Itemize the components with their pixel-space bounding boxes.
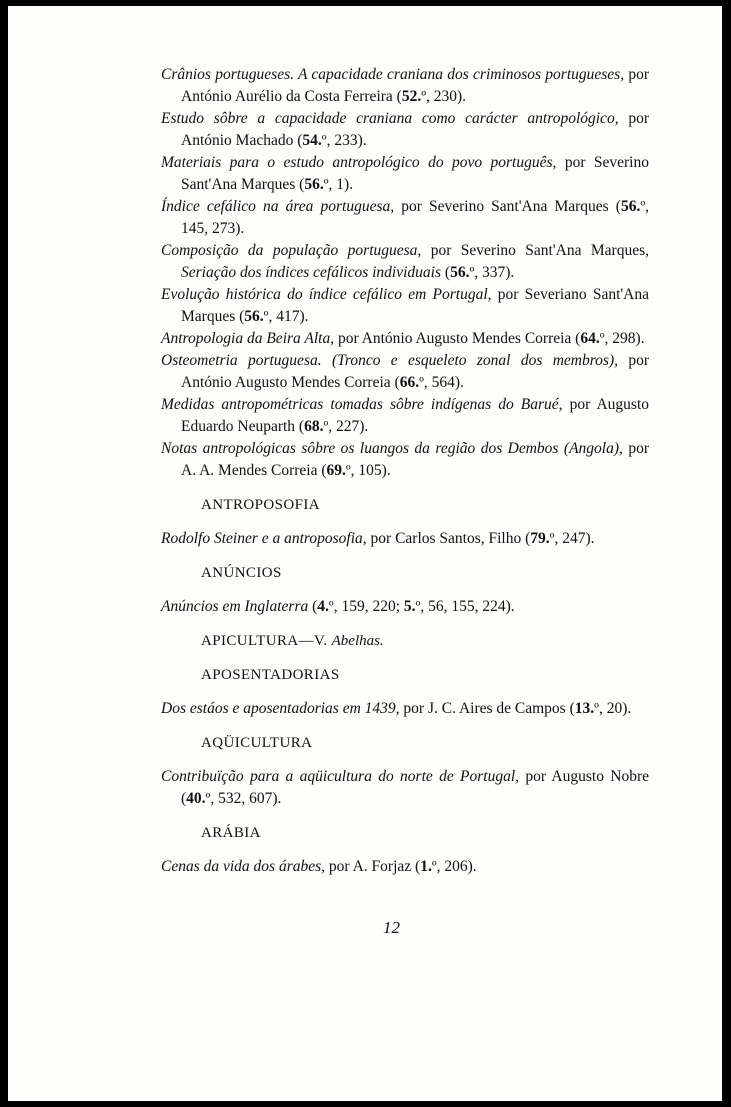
page xyxy=(8,6,722,1101)
entry-title: Materiais para o estudo antropológico do povo português, xyxy=(161,154,557,171)
entry-title: Crânios portugueses. A capacidade craniana dos criminosos portugueses, xyxy=(161,66,625,83)
entry-volume: 56. xyxy=(244,308,264,325)
entry-volume: 54. xyxy=(302,132,322,149)
entry-pages: º, 145, 273). xyxy=(181,198,650,237)
index-entry xyxy=(161,108,649,152)
entry-author: por António Augusto Mendes Correia ( xyxy=(334,330,581,347)
index-entry xyxy=(161,528,649,550)
entry-separator: ( xyxy=(441,264,451,281)
index-entry xyxy=(161,596,649,618)
entry-title: Antropologia da Beira Alta, xyxy=(161,330,335,347)
entry-author: por Augusto Eduardo Neuparth ( xyxy=(181,396,649,435)
index-content xyxy=(161,64,649,878)
entry-pages: º, 56, 155, 224). xyxy=(415,598,515,615)
entry-title: Cenas da vida dos árabes, xyxy=(161,858,326,875)
entry-volume: 1. xyxy=(420,858,432,875)
entry-title: Índice cefálico na área portuguesa, xyxy=(161,198,395,215)
index-entry xyxy=(161,284,649,328)
index-entry xyxy=(161,698,649,720)
entry-volume: 68. xyxy=(304,418,324,435)
cross-reference: Abelhas. xyxy=(331,633,384,649)
entry-pages: º, 532, 607). xyxy=(205,790,282,807)
entry-pages: º, 417). xyxy=(263,308,309,325)
entry-pages: º, 206). xyxy=(431,858,477,875)
section-heading-arabia: ARÁBIA xyxy=(201,825,261,841)
entry-title: Rodolfo Steiner e a antroposofia, xyxy=(161,530,367,547)
entry-author: por António Machado ( xyxy=(181,110,649,149)
entry-title: Anúncios em Inglaterra xyxy=(161,598,309,615)
index-entry xyxy=(161,196,649,240)
entry-author: por Severino Sant'Ana Marques ( xyxy=(394,198,621,215)
entry-volume: 66. xyxy=(399,374,420,391)
entry-volume: 40. xyxy=(186,790,206,807)
entry-title: Contribuïção para a aqüicultura do norte de Portugal, xyxy=(161,768,520,785)
index-entry xyxy=(161,856,649,878)
entry-title: Osteometria portuguesa. (Tronco e esqueleto zonal dos membros), xyxy=(161,352,618,369)
entry-title: Evolução histórica do índice cefálico em Portugal, xyxy=(161,286,492,303)
entry-pages: º, 227). xyxy=(323,418,369,435)
entry-subtitle: Seriação dos índices cefálicos individuais xyxy=(181,264,442,281)
section-heading-aquicultura: AQÜICULTURA xyxy=(201,735,313,751)
entry-pages: º, 230). xyxy=(421,88,467,105)
entry-volume: 56. xyxy=(620,198,641,215)
index-entry xyxy=(161,240,649,284)
entry-author: por Augusto Nobre ( xyxy=(181,768,650,807)
entry-pages: º, 337). xyxy=(469,264,515,281)
entry-volume: 5. xyxy=(403,598,416,615)
entry-author: por António Augusto Mendes Correia ( xyxy=(181,352,650,391)
entry-title: Dos estáos e aposentadorias em 1439, xyxy=(161,700,400,717)
entry-title: Medidas antropométricas tomadas sôbre indígenas do Barué, xyxy=(161,396,563,413)
entry-title: Composição da população portuguesa, xyxy=(161,242,422,259)
entry-author: por A. A. Mendes Correia ( xyxy=(181,440,649,479)
section-heading-apicultura xyxy=(201,630,649,652)
entry-pages: º, 564). xyxy=(419,374,464,391)
entry-author: por J. C. Aires de Campos ( xyxy=(399,700,575,717)
index-entry xyxy=(161,438,649,482)
heading-text: APICULTURA—V. xyxy=(201,633,328,649)
index-entry xyxy=(161,766,649,810)
entry-volume: 56. xyxy=(304,176,324,193)
entry-volume: 69. xyxy=(326,462,346,479)
entry-pages: º, 233). xyxy=(321,132,367,149)
entry-pages: º, 1). xyxy=(323,176,354,193)
entry-title: Notas antropológicas sôbre os luangos da região dos Dembos (Angola), xyxy=(161,440,623,457)
index-entry xyxy=(161,152,649,196)
index-entry xyxy=(161,64,649,108)
entry-author: por Severino Sant'Ana Marques, xyxy=(421,242,650,259)
section-heading-aposentadorias: APOSENTADORIAS xyxy=(201,667,340,683)
entry-volume: 79. xyxy=(530,530,550,547)
section-heading-antroposofia: ANTROPOSOFIA xyxy=(201,497,320,513)
section-heading-anuncios: ANÚNCIOS xyxy=(201,565,282,581)
entry-separator: ( xyxy=(308,598,318,615)
entry-pages: º, 159, 220; xyxy=(328,598,404,615)
entry-volume: 52. xyxy=(401,88,422,105)
entry-volume: 4. xyxy=(317,598,329,615)
entry-pages: º, 105). xyxy=(345,462,391,479)
entry-author: por António Aurélio da Costa Ferreira ( xyxy=(181,66,649,105)
entry-volume: 56. xyxy=(450,264,470,281)
entry-author: por Severino Sant'Ana Marques ( xyxy=(181,154,649,193)
entry-pages: º, 298). xyxy=(599,330,645,347)
index-entry xyxy=(161,394,649,438)
entry-title: Estudo sôbre a capacidade craniana como carácter antropológico, xyxy=(161,110,619,127)
entry-volume: 64. xyxy=(580,330,600,347)
entry-pages: º, 247). xyxy=(549,530,595,547)
entry-author: por Severiano Sant'Ana Marques ( xyxy=(181,286,650,325)
index-entry xyxy=(161,350,649,394)
entry-author: por Carlos Santos, Filho ( xyxy=(366,530,531,547)
entry-author: por A. Forjaz ( xyxy=(325,858,421,875)
entry-pages: º, 20). xyxy=(594,700,632,717)
page-number: 12 xyxy=(383,918,400,937)
index-entry xyxy=(161,328,649,350)
entry-volume: 13. xyxy=(574,700,595,717)
